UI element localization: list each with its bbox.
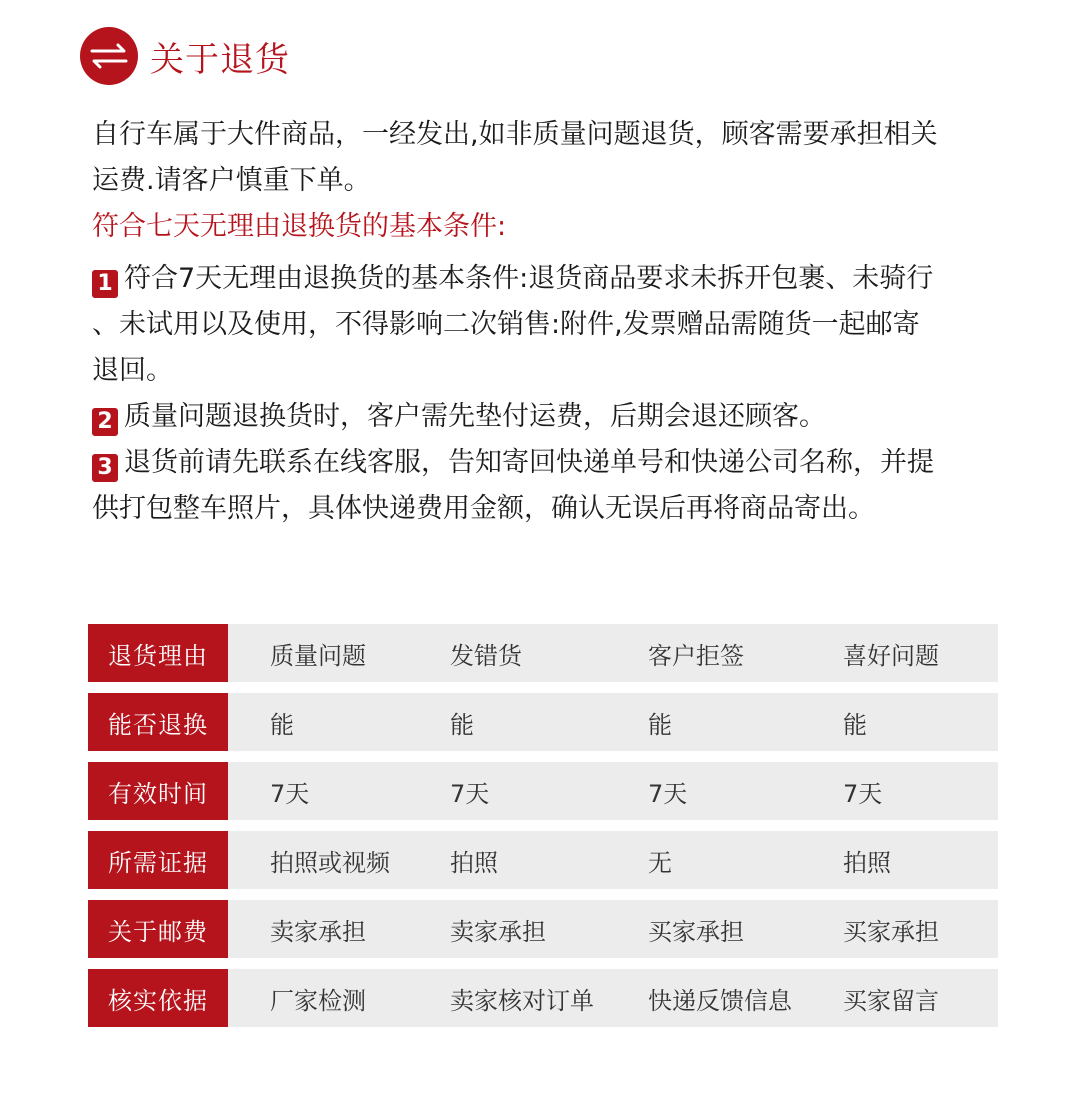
table-cell: 能 (843, 710, 867, 739)
condition-title: 符合七天无理由退换货的基本条件: (92, 211, 507, 242)
table-cell: 能 (648, 710, 672, 739)
intro-line: 自行车属于大件商品，一经发出,如非质量问题退货，顾客需要承担相关 (92, 119, 938, 150)
table-cell: 无 (648, 848, 672, 877)
table-cell: 喜好问题 (843, 641, 939, 670)
policy-item-text: 退回。 (92, 355, 173, 386)
policy-item-text: 退货前请先联系在线客服，告知寄回快递单号和快递公司名称，并提 (124, 447, 934, 478)
exchange-arrows-icon (80, 27, 138, 85)
policy-item-1 (92, 256, 1002, 394)
row-header: 能否退换 (88, 693, 228, 751)
table-cell: 买家承担 (843, 917, 939, 946)
row-header: 退货理由 (88, 624, 228, 682)
section-header (80, 26, 290, 86)
row-header: 核实依据 (88, 969, 228, 1027)
table-cell: 卖家核对订单 (450, 986, 594, 1015)
table-cell: 7天 (648, 779, 688, 808)
table-row (88, 624, 998, 682)
table-cell: 拍照 (843, 848, 891, 877)
table-cell: 发错货 (450, 641, 522, 670)
policy-item-2 (92, 394, 1002, 440)
table-row (88, 762, 998, 820)
policy-item-text: 、未试用以及使用，不得影响二次销售:附件,发票赠品需随货一起邮寄 (92, 309, 920, 340)
table-cell: 卖家承担 (450, 917, 546, 946)
policy-item-text: 符合7天无理由退换货的基本条件:退货商品要求未拆开包裹、未骑行 (124, 263, 934, 294)
table-cell: 客户拒签 (648, 641, 744, 670)
table-cell: 拍照或视频 (270, 848, 390, 877)
return-policy-text (92, 112, 1002, 532)
table-cell: 拍照 (450, 848, 498, 877)
table-cell: 7天 (843, 779, 883, 808)
page-title: 关于退货 (150, 39, 290, 80)
table-cell: 买家承担 (648, 917, 744, 946)
return-conditions-table (88, 624, 998, 1038)
table-row (88, 969, 998, 1027)
policy-item-text: 供打包整车照片，具体快递费用金额，确认无误后再将商品寄出。 (92, 493, 875, 524)
table-cell: 快递反馈信息 (648, 986, 792, 1015)
table-cell: 7天 (270, 779, 310, 808)
table-cell: 7天 (450, 779, 490, 808)
table-cell: 卖家承担 (270, 917, 366, 946)
table-cell: 能 (450, 710, 474, 739)
policy-item-text: 质量问题退换货时，客户需先垫付运费，后期会退还顾客。 (124, 401, 826, 432)
row-header: 所需证据 (88, 831, 228, 889)
number-badge-3: 3 (92, 454, 118, 482)
table-cell: 质量问题 (270, 641, 366, 670)
row-header: 关于邮费 (88, 900, 228, 958)
table-row (88, 900, 998, 958)
number-badge-2: 2 (92, 408, 118, 436)
table-cell: 能 (270, 710, 294, 739)
policy-item-3 (92, 440, 1002, 532)
intro-line: 运费.请客户慎重下单。 (92, 165, 371, 196)
number-badge-1: 1 (92, 270, 118, 298)
table-row (88, 831, 998, 889)
table-row (88, 693, 998, 751)
table-cell: 厂家检测 (270, 986, 366, 1015)
table-cell: 买家留言 (843, 986, 939, 1015)
row-header: 有效时间 (88, 762, 228, 820)
